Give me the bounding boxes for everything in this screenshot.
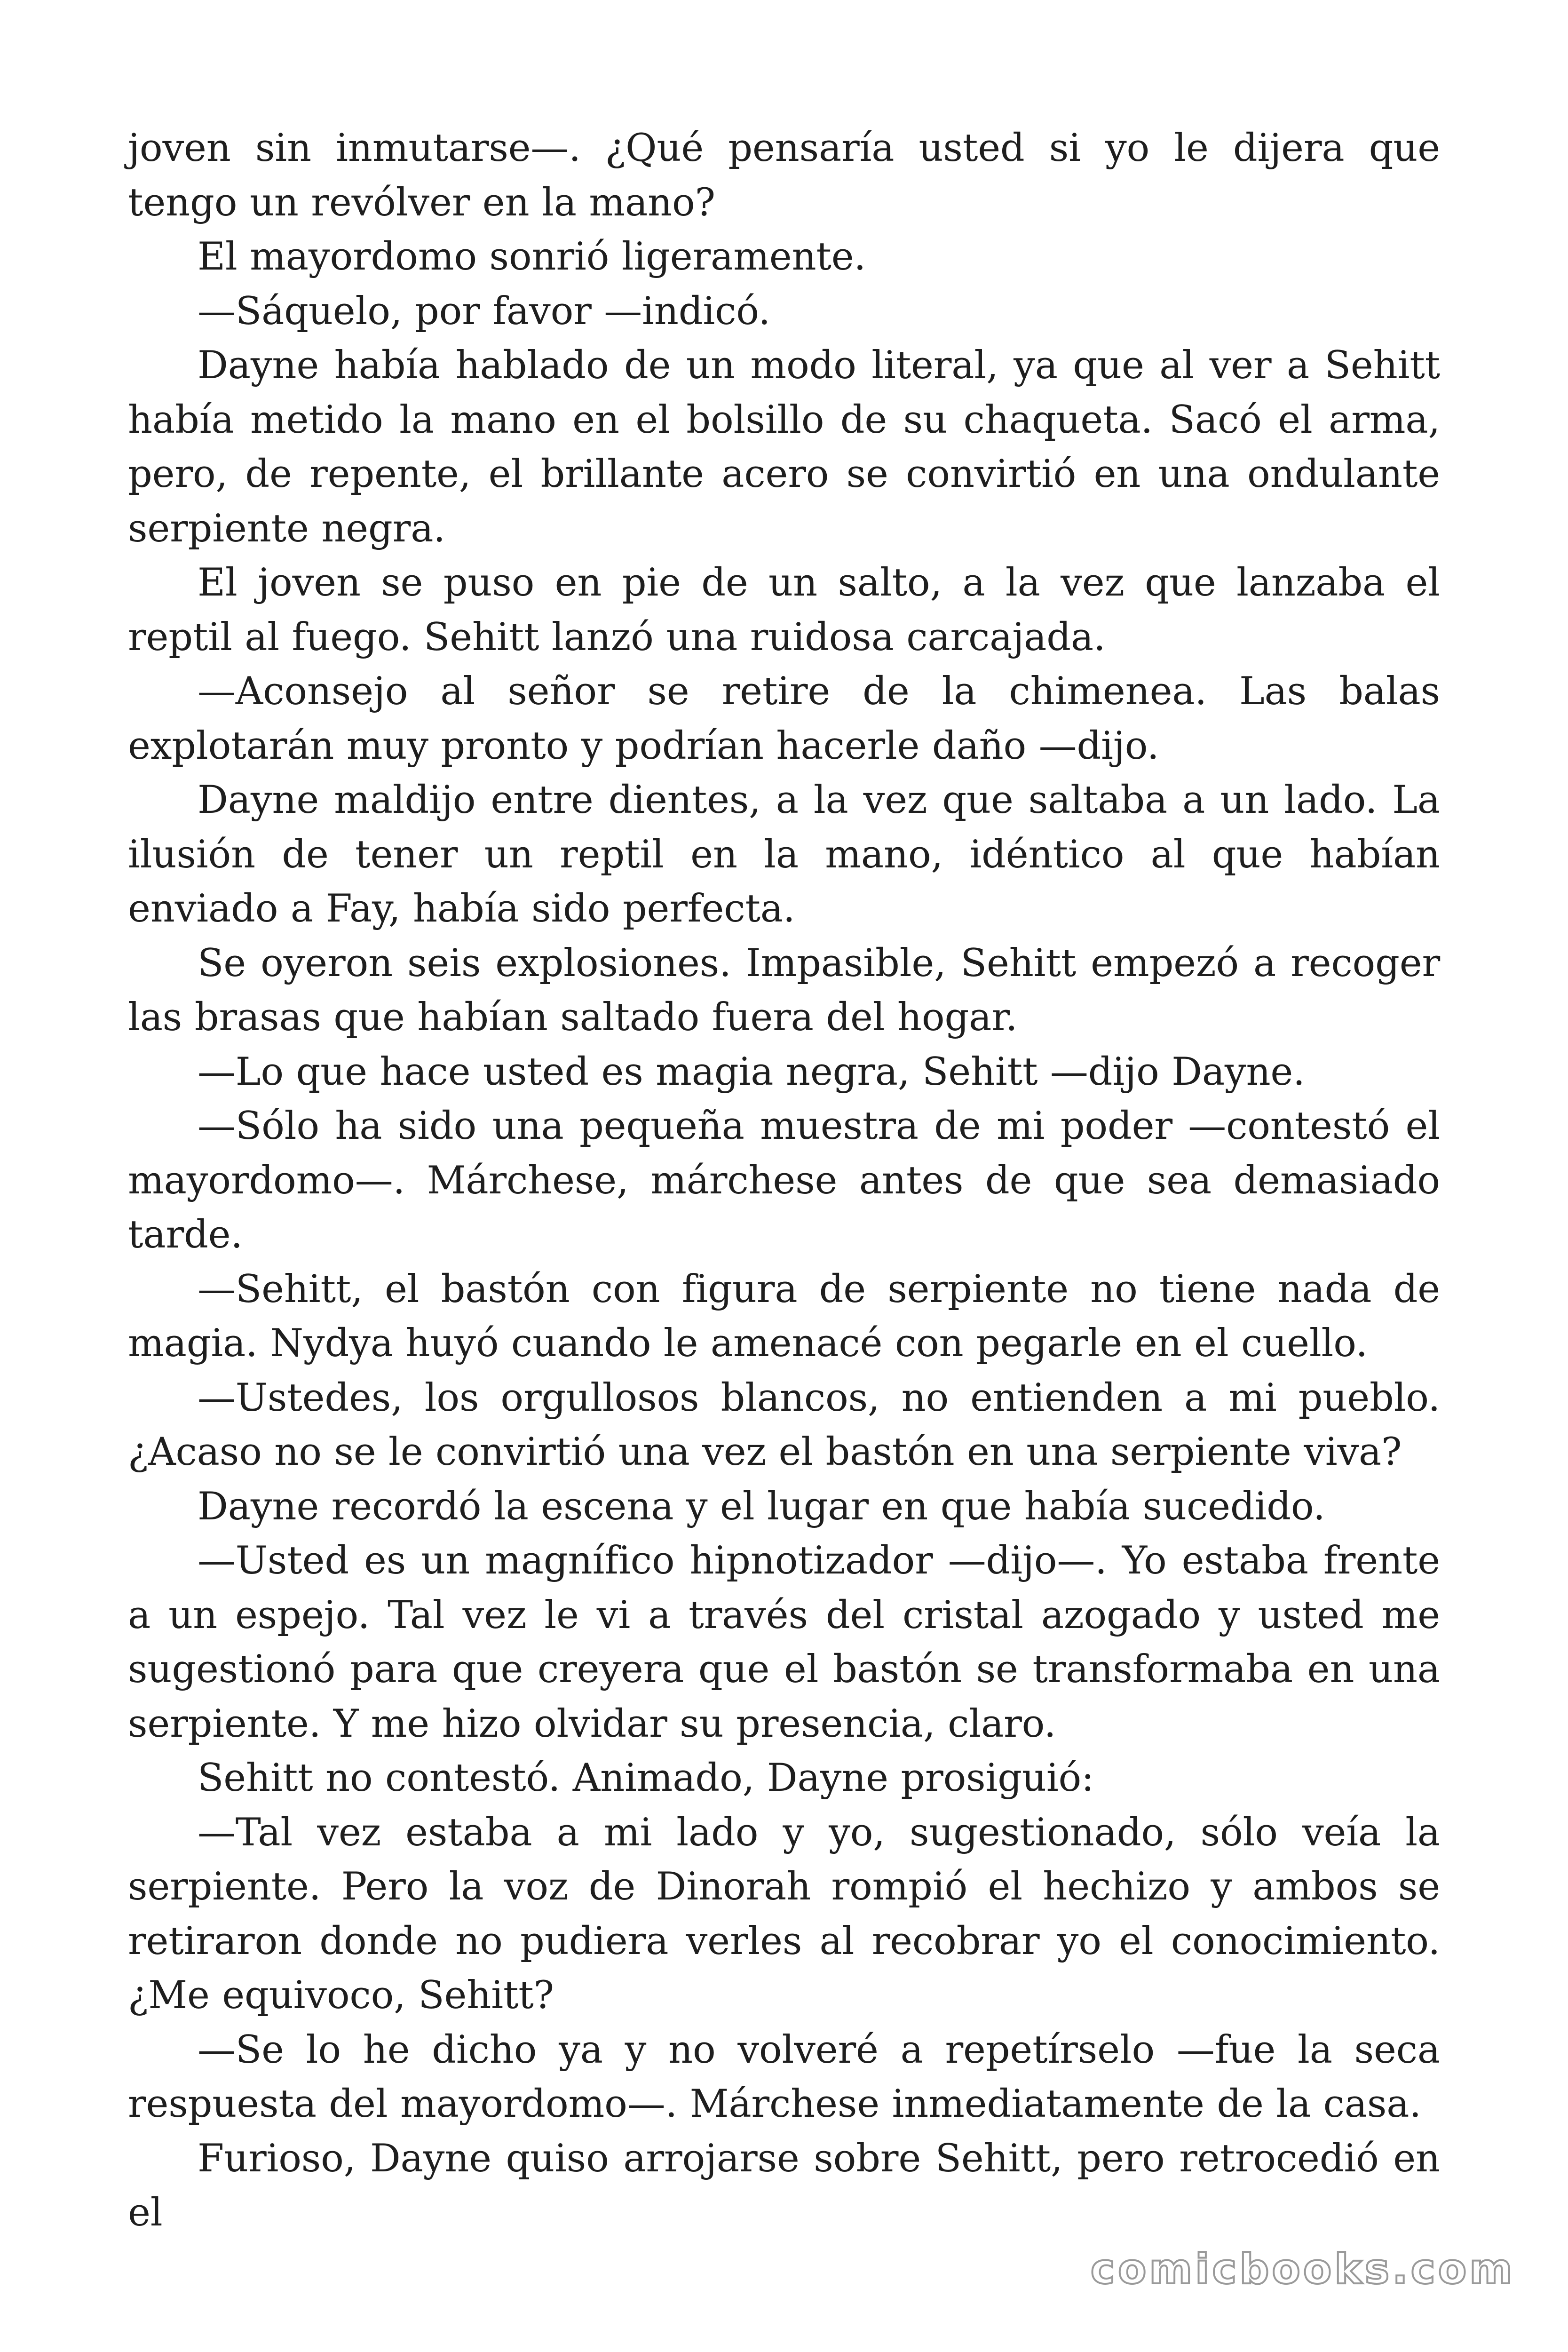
paragraph: —Tal vez estaba a mi lado y yo, sugestionado, sólo veía la serpiente. Pero la voz de Dinorah rompió el hechizo y ambos se retiraron donde no pudiera verles al recobrar yo el conocimiento. ¿Me equivoco, Sehitt? bbox=[128, 1810, 1440, 2018]
paragraph: joven sin inmutarse—. ¿Qué pensaría usted si yo le dijera que tengo un revólver en la mano? bbox=[128, 126, 1440, 225]
paragraph: —Sólo ha sido una pequeña muestra de mi poder —contestó el mayordomo—. Márchese, márchese antes de que sea demasiado tarde. bbox=[128, 1104, 1440, 1257]
paragraph: —Lo que hace usted es magia negra, Sehitt —dijo Dayne. bbox=[198, 1049, 1305, 1094]
paragraph: Dayne había hablado de un modo literal, ya que al ver a Sehitt había metido la mano en el bolsillo de su chaqueta. Sacó el arma, pero, de repente, el brillante acero se convirtió en una ondulante serpiente negra. bbox=[128, 343, 1440, 551]
paragraph: Sehitt no contestó. Animado, Dayne prosiguió: bbox=[198, 1756, 1094, 1800]
paragraph: El mayordomo sonrió ligeramente. bbox=[198, 235, 866, 279]
paragraph: Se oyeron seis explosiones. Impasible, Sehitt empezó a recoger las brasas que habían saltado fuera del hogar. bbox=[128, 941, 1440, 1040]
paragraph-continued: Furioso, Dayne quiso arrojarse sobre Sehitt, pero retrocedió en el bbox=[128, 2136, 1440, 2235]
paragraph: —Aconsejo al señor se retire de la chimenea. Las balas explotarán muy pronto y podrían hacerle daño —dijo. bbox=[128, 669, 1440, 768]
paragraph: —Ustedes, los orgullosos blancos, no entienden a mi pueblo. ¿Acaso no se le convirtió una vez el bastón en una serpiente viva? bbox=[128, 1375, 1440, 1474]
site-watermark: comicbooks.com bbox=[1090, 2245, 1515, 2293]
paragraph: —Sehitt, el bastón con figura de serpiente no tiene nada de magia. Nydya huyó cuando le amenacé con pegarle en el cuello. bbox=[128, 1267, 1440, 1366]
paragraph: El joven se puso en pie de un salto, a la vez que lanzaba el reptil al fuego. Sehitt lanzó una ruidosa carcajada. bbox=[128, 561, 1440, 660]
page-body-text bbox=[128, 121, 1440, 2241]
paragraph: —Usted es un magnífico hipnotizador —dijo—. Yo estaba frente a un espejo. Tal vez le vi a través del cristal azogado y usted me sugestionó para que creyera que el bastón se transformaba en una serpiente. Y me hizo olvidar su presencia, claro. bbox=[128, 1539, 1440, 1746]
paragraph: —Se lo he dicho ya y no volveré a repetírselo —fue la seca respuesta del mayordomo—. Márchese inmediatamente de la casa. bbox=[128, 2027, 1440, 2126]
paragraph: —Sáquelo, por favor —indicó. bbox=[198, 289, 770, 334]
paragraph: Dayne maldijo entre dientes, a la vez que saltaba a un lado. La ilusión de tener un reptil en la mano, idéntico al que habían enviado a Fay, había sido perfecta. bbox=[128, 778, 1440, 931]
paragraph: Dayne recordó la escena y el lugar en que había sucedido. bbox=[198, 1484, 1325, 1529]
